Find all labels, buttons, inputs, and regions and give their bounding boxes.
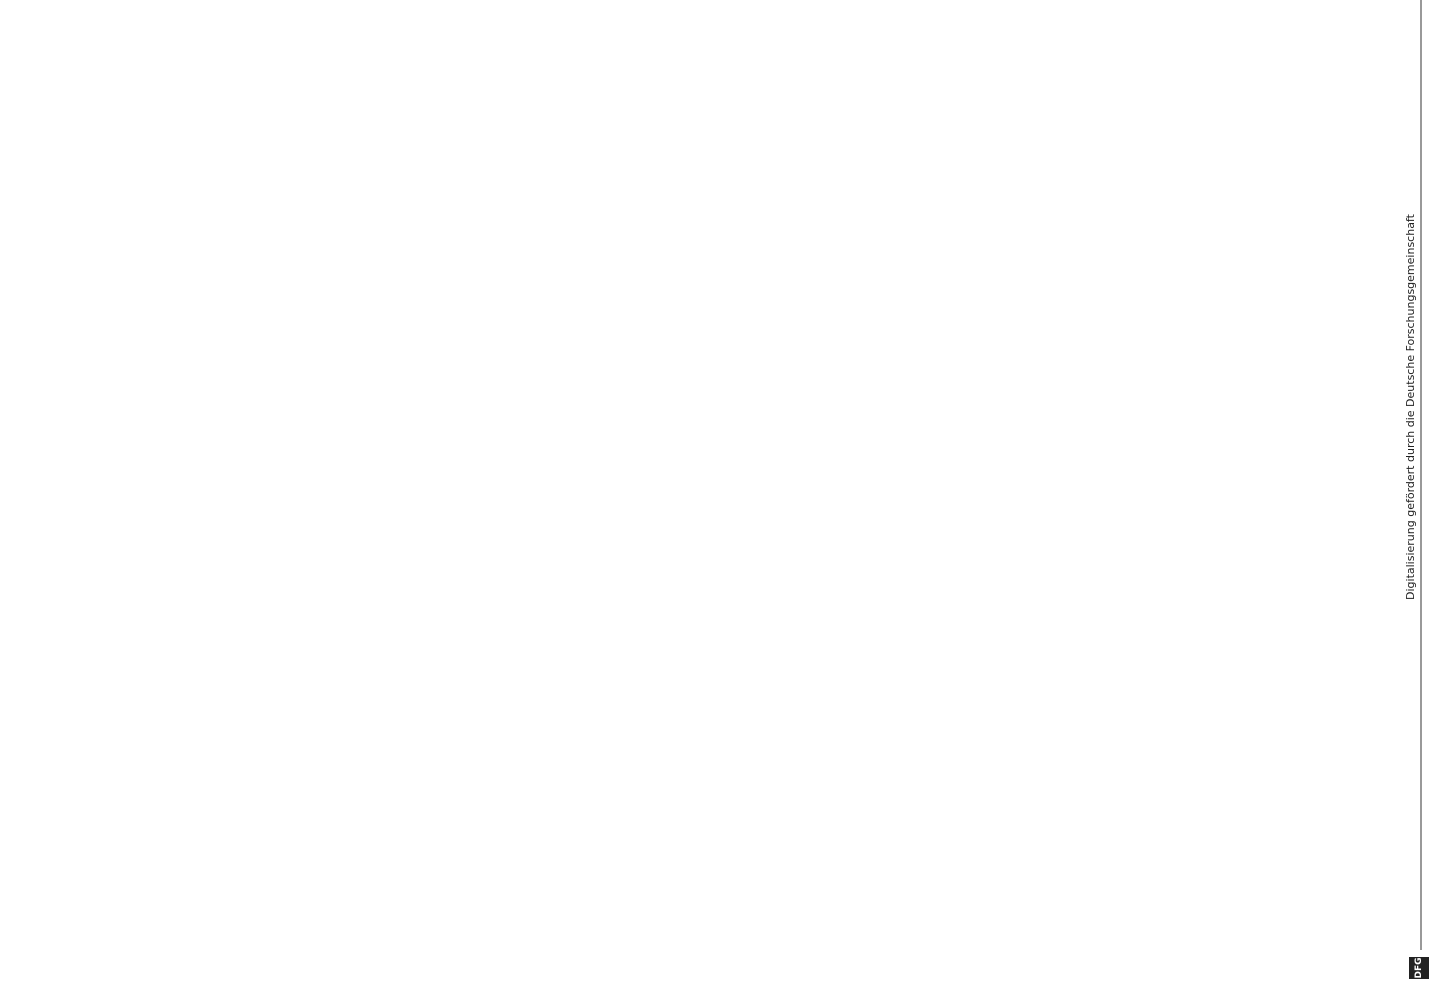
scan-edge (1420, 0, 1422, 950)
dfg-logo: DFG (1409, 957, 1429, 979)
digitization-note: Digitalisierung gefördert durch die Deutsche Forschungsgemeinschaft (1404, 214, 1417, 600)
